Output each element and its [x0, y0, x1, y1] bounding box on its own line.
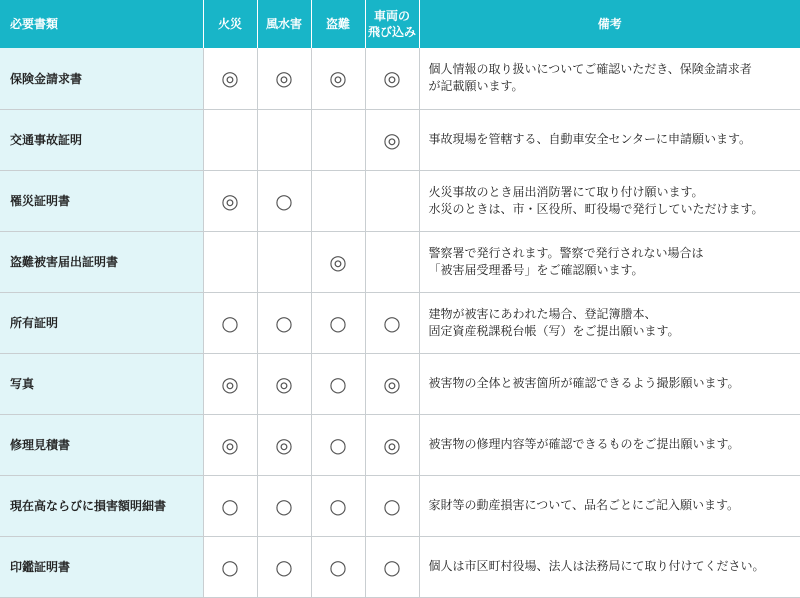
theft-mark: ○ [311, 536, 365, 597]
note-cell [419, 170, 800, 231]
document-name: 写真 [0, 353, 203, 414]
wind-water-mark: ○ [257, 292, 311, 353]
fire-mark: ◎ [203, 170, 257, 231]
wind-water-mark: ○ [257, 536, 311, 597]
note-cell [419, 414, 800, 475]
header-vehicle-line1: 車両の [373, 9, 410, 23]
note-line: 「被害届受理番号」をご確認願います。 [428, 262, 644, 277]
document-name: 交通事故証明 [0, 109, 203, 170]
table-row [0, 231, 800, 292]
table-row [0, 48, 800, 109]
wind-water-mark: ○ [257, 475, 311, 536]
fire-mark: ○ [203, 475, 257, 536]
document-name: 印鑑証明書 [0, 536, 203, 597]
theft-mark: ◎ [311, 231, 365, 292]
note-cell [419, 48, 800, 109]
document-name: 修理見積書 [0, 414, 203, 475]
table-header-row [0, 0, 800, 48]
document-name: 現在高ならびに損害額明細書 [0, 475, 203, 536]
note-line: が記載願います。 [428, 79, 524, 94]
theft-mark: ○ [311, 353, 365, 414]
fire-mark: ◎ [203, 353, 257, 414]
note-line: 個人情報の取り扱いについてご確認いただき、保険金請求者 [428, 62, 752, 77]
document-name: 所有証明 [0, 292, 203, 353]
fire-mark: ◎ [203, 414, 257, 475]
fire-mark [203, 231, 257, 292]
table-row [0, 353, 800, 414]
theft-mark [311, 170, 365, 231]
wind-water-mark: ◎ [257, 353, 311, 414]
vehicle-mark: ○ [365, 292, 419, 353]
vehicle-mark: ◎ [365, 109, 419, 170]
note-cell [419, 292, 800, 353]
wind-water-mark: ◎ [257, 414, 311, 475]
header-vehicle [365, 0, 419, 48]
table-row [0, 536, 800, 597]
theft-mark: ○ [311, 475, 365, 536]
note-cell [419, 475, 800, 536]
note-line: 家財等の動産損害について、品名ごとにご記入願います。 [428, 498, 740, 512]
wind-water-mark [257, 231, 311, 292]
vehicle-mark [365, 231, 419, 292]
header-notes: 備考 [419, 0, 800, 48]
fire-mark: ○ [203, 536, 257, 597]
note-line: 固定資産税課税台帳（写）をご提出願います。 [428, 323, 680, 338]
header-fire: 火災 [203, 0, 257, 48]
note-line: 個人は市区町村役場、法人は法務局にて取り付けてください。 [428, 559, 765, 573]
theft-mark: ○ [311, 414, 365, 475]
vehicle-mark: ◎ [365, 48, 419, 109]
vehicle-mark: ◎ [365, 353, 419, 414]
header-theft: 盗難 [311, 0, 365, 48]
fire-mark [203, 109, 257, 170]
note-line: 被害物の全体と被害箇所が確認できるよう撮影願います。 [428, 376, 740, 390]
note-cell [419, 109, 800, 170]
note-line: 警察署で発行されます。警察で発行されない場合は [428, 245, 704, 260]
vehicle-mark: ○ [365, 475, 419, 536]
header-vehicle-line2: 飛び込み [367, 25, 416, 39]
table-row [0, 414, 800, 475]
vehicle-mark [365, 170, 419, 231]
note-cell [419, 536, 800, 597]
note-line: 事故現場を管轄する、自動車安全センターに申請願います。 [428, 132, 752, 146]
header-document: 必要書類 [0, 0, 203, 48]
table-row [0, 170, 800, 231]
note-line: 水災のときは、市・区役所、町役場で発行していただけます。 [428, 201, 764, 216]
document-name: 保険金請求書 [0, 48, 203, 109]
table-row [0, 109, 800, 170]
note-line: 火災事故のとき届出消防署にて取り付け願います。 [428, 184, 704, 199]
note-line: 建物が被害にあわれた場合、登記簿謄本、 [428, 306, 657, 321]
theft-mark [311, 109, 365, 170]
document-name: 盗難被害届出証明書 [0, 231, 203, 292]
theft-mark: ○ [311, 292, 365, 353]
table-row [0, 475, 800, 536]
fire-mark: ○ [203, 292, 257, 353]
document-name: 罹災証明書 [0, 170, 203, 231]
vehicle-mark: ◎ [365, 414, 419, 475]
table-body [0, 48, 800, 597]
note-line: 被害物の修理内容等が確認できるものをご提出願います。 [428, 437, 740, 451]
vehicle-mark: ○ [365, 536, 419, 597]
note-cell [419, 353, 800, 414]
theft-mark: ◎ [311, 48, 365, 109]
wind-water-mark: ◎ [257, 48, 311, 109]
table-row [0, 292, 800, 353]
header-wind-water: 風水害 [257, 0, 311, 48]
wind-water-mark: ○ [257, 170, 311, 231]
fire-mark: ◎ [203, 48, 257, 109]
wind-water-mark [257, 109, 311, 170]
note-cell [419, 231, 800, 292]
